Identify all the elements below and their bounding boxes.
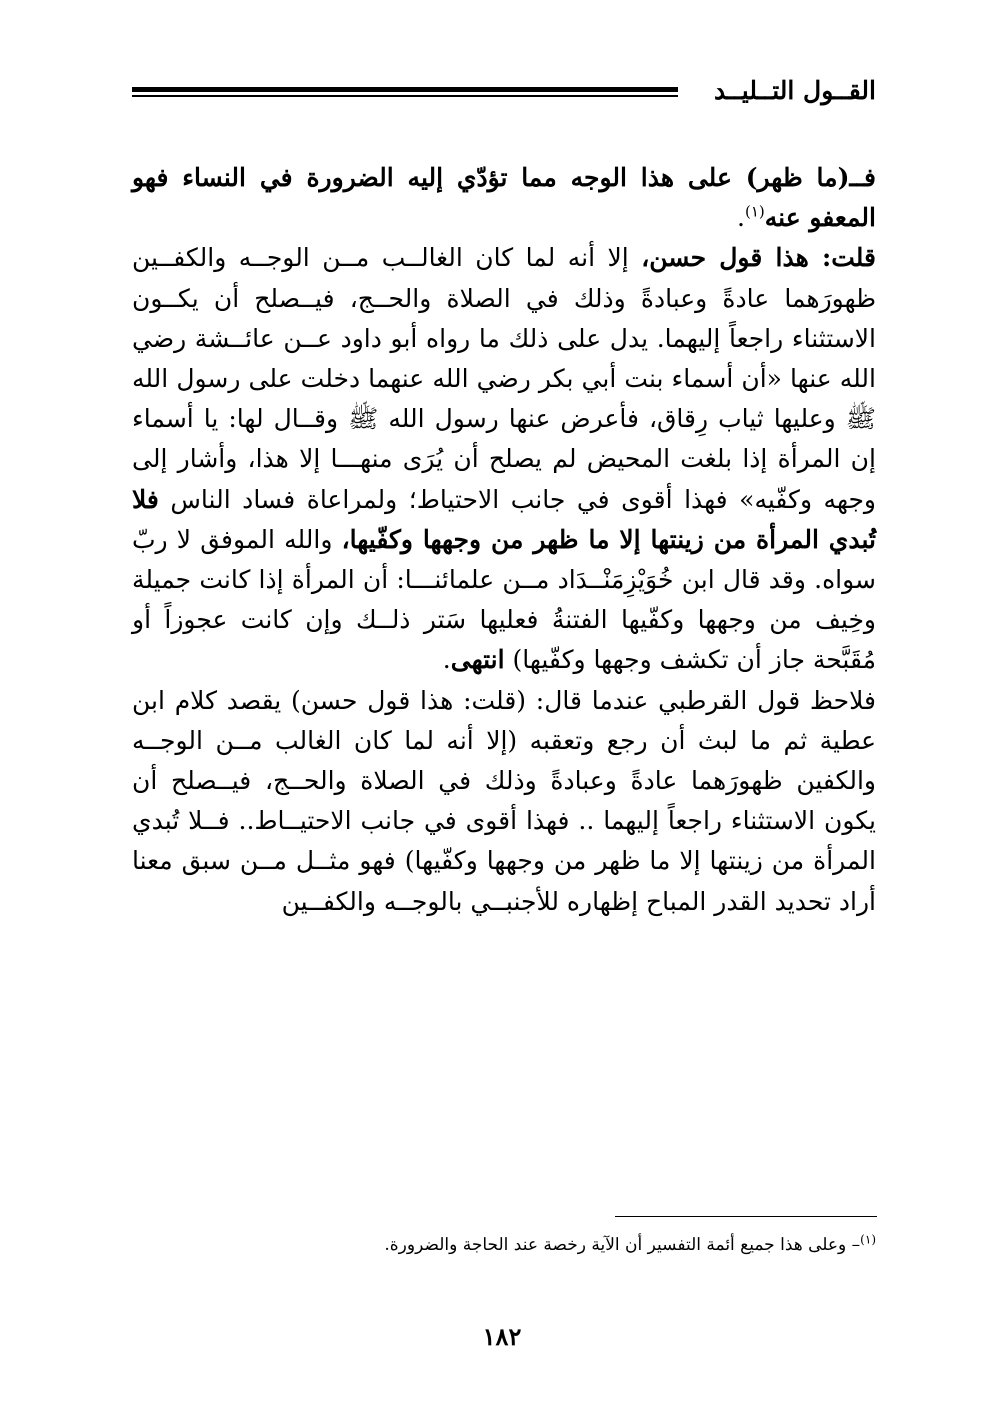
header-rule-thick xyxy=(132,87,678,92)
footnote xyxy=(132,1232,876,1258)
paragraph-2-emphasis: فلا تُبدي المرأة من زينتها إلا ما ظهر من وجهها وكفّيها، xyxy=(132,484,876,554)
paragraph-3: فلاحظ قول القرطبي عندما قال: (قلت: هذا قول حسن) يقصد كلام ابن عطية ثم ما لبث أن رجع وتعقبه (إلا أنه لما كان الغالب مــن الوجــه والكفين ظهورَهما عادةً وعبادةً وذلك في الصلاة والحــج، فيــصلح أن يكون الاستثناء راجعاً إليهما .. فهذا أقوى في جانب الاحتيــاط.. فــلا تُبدي المرأة من زينتها إلا ما ظهر من وجهها وكفّيها) فهو مثــل مــن سبق معنا أراد تحديد القدر المباح إظهاره للأجنبــي بالوجــه والكفــين xyxy=(132,685,876,916)
footnote-separator xyxy=(615,1216,877,1217)
running-header xyxy=(132,72,876,108)
footnote-number: (١) xyxy=(860,1232,876,1247)
paragraph-2-text-a: إلا أنه لما كان الغالــب مــن الوجــه والكفــين ظهورَهما عادةً وعبادةً وذلك في الصلاة والحــج، فيــصلح أن يكــون الاستثناء راجعاً إليهما. يدل على ذلك ما رواه أبو داود عــن عائــشة رضي الله عنها «أن أسماء بنت أبي بكر رضي الله عنهما دخلت على رسول الله ﷺ وعليها ثياب رِقاق، فأعرض عنها رسول الله ﷺ وقــال لها: يا أسماء إن المرأة إذا بلغت المحيض لم يصلح أن يُرَى منهـــا إلا هذا، وأشار إلى وجهه وكفّيه» فهذا أقوى في جانب الاحتياط؛ ولمراعاة فساد الناس xyxy=(132,243,876,514)
paragraph-2-end-marker: انتهى xyxy=(450,645,505,675)
footnote-reference: (١) xyxy=(745,202,765,221)
paragraph-2-lead: قلت: هذا قول حسن، xyxy=(641,243,876,273)
header-title: القــول التــليــد xyxy=(714,76,876,105)
footnote-text: – وعلى هذا جميع أئمة التفسير أن الآية رخصة عند الحاجة والضرورة. xyxy=(384,1235,861,1255)
header-rule-thin xyxy=(132,95,678,97)
paragraph-2-period: . xyxy=(442,645,451,675)
paragraph-1-text: فــ(ما ظهر) على هذا الوجه مما تؤدّي إليه الضرورة في النساء فهو المعفو عنه xyxy=(132,163,876,233)
body-text xyxy=(132,158,876,922)
paragraph-2-text-b: والله الموفق لا ربّ سواه. وقد قال ابن خُوَيْزِمَنْــدَاد مــن علمائنـــا: أن المرأة إذا كانت جميلة وخِيف من وجهها وكفّيها الفتنةُ فعليها سَتر ذلــك وإن كانت عجوزاً أو مُقَبَّحة جاز أن تكشف وجهها وكفّيها) xyxy=(132,524,876,675)
paragraph-1-end: . xyxy=(737,203,745,233)
paragraph-1 xyxy=(132,158,876,238)
page-number: ١٨٢ xyxy=(482,1322,522,1351)
paragraph-2 xyxy=(132,238,876,680)
